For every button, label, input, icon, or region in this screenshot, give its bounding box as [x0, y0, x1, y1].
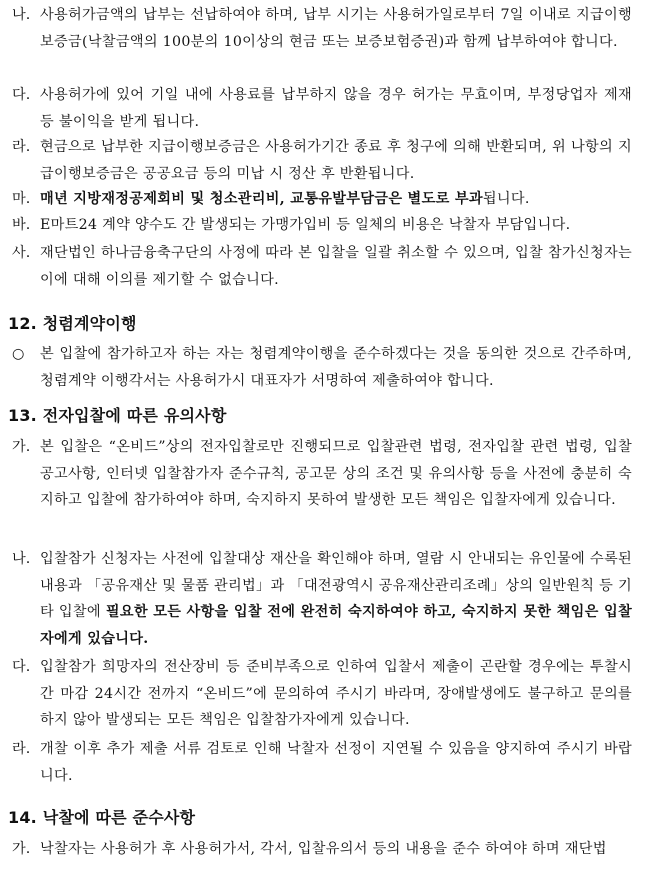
list-item: [0, 134, 642, 187]
item-marker: 마.: [12, 191, 31, 207]
item-marker: ○: [12, 346, 25, 362]
list-item: [0, 434, 642, 514]
item-marker: 나.: [12, 551, 31, 567]
list-item: [0, 736, 642, 789]
section-heading: 14. 낙찰에 따른 준수사항: [8, 808, 196, 827]
item-text: 입찰참가 희망자의 전산장비 등 준비부족으로 인하여 입찰서 제출이 곤란할 경우에는 투찰시간 마감 24시간 전까지 “온비드”에 문의하여 주시기 바라며, 장애발생에도 불구하고 문의를 하지 않아 발생되는 모든 책임은 입찰참가자에게 있습니다.: [40, 659, 632, 728]
list-item: [0, 836, 642, 863]
list-item: [0, 240, 642, 293]
list-item: [0, 341, 642, 394]
item-marker: 가.: [12, 439, 31, 455]
item-text: 재단법인 하나금융축구단의 사정에 따라 본 입찰을 일괄 취소할 수 있으며, 입찰 참가신청자는 이에 대해 이의를 제기할 수 없습니다.: [40, 245, 632, 288]
list-item: [0, 82, 642, 135]
item-text: 본 입찰은 “온비드”상의 전자입찰로만 진행되므로 입찰관련 법령, 전자입찰 관련 법령, 입찰 공고사항, 인터넷 입찰참가자 준수규칙, 공고문 상의 조건 및 유의사항 등을 사전에 충분히 숙지하고 입찰에 참가하여야 하며, 숙지하지 못하여 발생한 모든 책임은 입찰자에게 있습니다.: [40, 439, 632, 508]
item-marker: 라.: [12, 741, 31, 757]
list-item: [0, 546, 642, 652]
item-text: 현금으로 납부한 지급이행보증금은 사용허가기간 종료 후 청구에 의해 반환되며, 위 나항의 지급이행보증금은 공공요금 등의 미납 시 정산 후 반환됩니다.: [40, 139, 632, 182]
item-marker: 라.: [12, 139, 31, 155]
item-text: 매년 지방재정공제회비 및 청소관리비, 교통유발부담금은 별도로 부과됩니다.: [40, 191, 530, 207]
item-text: 입찰참가 신청자는 사전에 입찰대상 재산을 확인해야 하며, 열람 시 안내되는 유인물에 수록된 내용과 「공유재산 및 물품 관리법」과 「대전광역시 공유재산관리조례」상의 일반원칙 등 기타 입찰에 필요한 모든 사항을 입찰 전에 완전히 숙지하여야 하고, 숙지하지 못한 책임은 입찰자에게 있습니다.: [40, 551, 632, 647]
list-item: [0, 186, 642, 213]
item-marker: 가.: [12, 841, 31, 857]
bold-notice: 매년 지방재정공제회비 및 청소관리비, 교통유발부담금은 별도로 부과: [40, 191, 483, 207]
list-item: [0, 654, 642, 734]
item-marker: 바.: [12, 217, 31, 233]
item-marker: 다.: [12, 659, 31, 675]
item-marker: 다.: [12, 87, 31, 103]
list-item: [0, 212, 642, 239]
item-text: 본 입찰에 참가하고자 하는 자는 청렴계약이행을 준수하겠다는 것을 동의한 것으로 간주하며, 청렴계약 이행각서는 사용허가시 대표자가 서명하여 제출하여야 합니다.: [40, 346, 632, 389]
item-marker: 나.: [12, 7, 31, 23]
bold-notice: 필요한 모든 사항을 입찰 전에 완전히 숙지하여야 하고, 숙지하지 못한 책임은 입찰자에게 있습니다.: [40, 604, 632, 647]
item-text: E마트24 계약 양수도 간 발생되는 가맹가입비 등 일체의 비용은 낙찰자 부담입니다.: [40, 217, 571, 233]
item-marker: 사.: [12, 245, 31, 261]
item-text: 낙찰자는 사용허가 후 사용허가서, 각서, 입찰유의서 등의 내용을 준수 하여야 하며 재단법: [40, 841, 607, 857]
section-heading: 13. 전자입찰에 따른 유의사항: [8, 406, 227, 425]
item-text: 사용허가금액의 납부는 선납하여야 하며, 납부 시기는 사용허가일로부터 7일 이내로 지급이행보증금(낙찰금액의 100분의 10이상의 현금 또는 보증보험증권)과 함께 납부하여야 합니다.: [40, 7, 632, 50]
item-text: 개찰 이후 추가 제출 서류 검토로 인해 낙찰자 선정이 지연될 수 있음을 양지하여 주시기 바랍니다.: [40, 741, 632, 784]
section-heading: 12. 청렴계약이행: [8, 314, 137, 333]
item-text: 사용허가에 있어 기일 내에 사용료를 납부하지 않을 경우 허가는 무효이며, 부정당업자 제재 등 불이익을 받게 됩니다.: [40, 87, 632, 130]
list-item: [0, 2, 642, 55]
